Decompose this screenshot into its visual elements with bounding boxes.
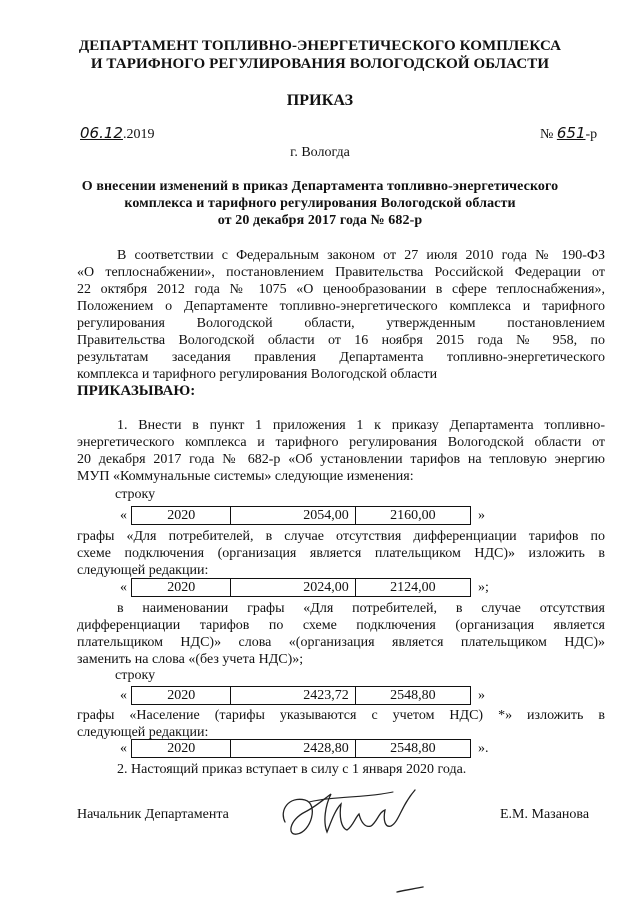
department-name-line1: ДЕПАРТАМЕНТ ТОПЛИВНО-ЭНЕРГЕТИЧЕСКОГО КОМПЛЕКСА <box>78 38 562 54</box>
item1-line: 20 декабря 2017 года № 682-р «Об установлении тарифов на тепловую энергию <box>77 452 605 467</box>
text-line: графы «Для потребителей, в случае отсутствия дифференциации тарифов по <box>77 529 605 544</box>
tariff-year: 2020 <box>132 507 231 524</box>
item1-line: 1. Внести в пункт 1 приложения 1 к приказу Департамента топливно- <box>117 418 605 433</box>
item1-line: МУП «Коммунальные системы» следующие изменения: <box>77 469 414 484</box>
preamble-line: 22 октября 2012 года № 1075 «О ценообразовании в сфере теплоснабжения», <box>77 282 605 297</box>
text-line: следующей редакции: <box>77 725 209 740</box>
document-date <box>80 124 154 143</box>
city: г. Вологда <box>290 145 350 160</box>
preamble-line: результатам заседания правления Департамента топливно-энергетического <box>77 350 605 365</box>
department-name-line2: И ТАРИФНОГО РЕГУЛИРОВАНИЯ ВОЛОГОДСКОЙ ОБЛАСТИ <box>90 56 550 72</box>
preamble-line: В соответствии с Федеральным законом от 27 июля 2010 года № 190-ФЗ <box>117 248 605 263</box>
quote-close: »; <box>478 580 489 595</box>
number-handwritten: 651 <box>556 124 586 142</box>
text-line: графы «Население (тарифы указываются с учетом НДС) *» изложить в <box>77 708 605 723</box>
date-year: .2019 <box>122 127 155 142</box>
number-suffix: -р <box>585 127 598 142</box>
tariff-year: 2020 <box>132 579 231 596</box>
tariff-value-1: 2423,72 <box>231 687 355 704</box>
preamble-line: Положением о Департаменте топливно-энергетического комплекса и тарифного <box>77 299 605 314</box>
number-prefix: № <box>540 127 554 142</box>
tariff-row-1 <box>131 506 471 525</box>
handwritten-signature <box>275 782 425 844</box>
tariff-row-2 <box>131 578 471 597</box>
title-line2: комплекса и тарифного регулирования Вологодской области <box>124 196 516 211</box>
quote-open: « <box>120 508 127 523</box>
preamble-line: комплекса и тарифного регулирования Вологодской области <box>77 367 438 382</box>
stroku-label: строку <box>115 487 156 502</box>
order-word: ПРИКАЗЫВАЮ: <box>77 383 196 399</box>
stroku-label: строку <box>115 668 156 683</box>
item2-line: 2. Настоящий приказ вступает в силу с 1 января 2020 года. <box>117 762 467 777</box>
quote-open: « <box>120 741 127 756</box>
text-line: схеме подключения (организация является плательщиком НДС)» изложить в <box>77 546 605 561</box>
tariff-value-2: 2160,00 <box>390 508 436 523</box>
tariff-value-2: 2548,80 <box>390 741 436 756</box>
title-line1: О внесении изменений в приказ Департамента топливно-энергетического <box>81 179 559 194</box>
preamble-line: регулирования Вологодской области, утвержденным постановлением <box>77 316 605 331</box>
text-line: следующей редакции: <box>77 563 209 578</box>
tariff-value-1: 2024,00 <box>231 579 355 596</box>
text-line: в наименовании графы «Для потребителей, в случае отсутствия <box>117 601 605 616</box>
quote-close: ». <box>478 741 489 756</box>
quote-open: « <box>120 580 127 595</box>
tariff-year: 2020 <box>132 740 231 757</box>
text-line: плательщиком НДС)» слова «(организация является плательщиком НДС)» <box>77 635 605 650</box>
tariff-value-1: 2428,80 <box>231 740 355 757</box>
item1-line: энергетического комплекса и тарифного регулирования Вологодской области от <box>77 435 605 450</box>
tariff-value-1: 2054,00 <box>231 507 355 524</box>
tariff-value-2: 2548,80 <box>390 688 436 703</box>
text-line: заменить на слова «(без учета НДС)»; <box>77 652 304 667</box>
title-line3: от 20 декабря 2017 года № 682-р <box>217 213 423 228</box>
quote-close: » <box>478 508 485 523</box>
quote-close: » <box>478 688 485 703</box>
text-line: дифференциации тарифов по схеме подключения (организация является <box>77 618 605 633</box>
signatory-position: Начальник Департамента <box>77 807 229 822</box>
document-number <box>540 124 597 143</box>
tariff-row-4 <box>131 739 471 758</box>
preamble-line: Правительства Вологодской области от 16 ноября 2015 года № 958, по <box>77 333 605 348</box>
date-handwritten: 06.12 <box>80 124 123 142</box>
quote-open: « <box>120 688 127 703</box>
pen-mark <box>395 886 425 894</box>
tariff-row-3 <box>131 686 471 705</box>
signatory-name: Е.М. Мазанова <box>500 807 590 822</box>
preamble-line: «О теплоснабжении», постановлением Правительства Российской Федерации от <box>77 265 605 280</box>
document-type: ПРИКАЗ <box>286 92 354 109</box>
tariff-year: 2020 <box>132 687 231 704</box>
tariff-value-2: 2124,00 <box>390 580 436 595</box>
